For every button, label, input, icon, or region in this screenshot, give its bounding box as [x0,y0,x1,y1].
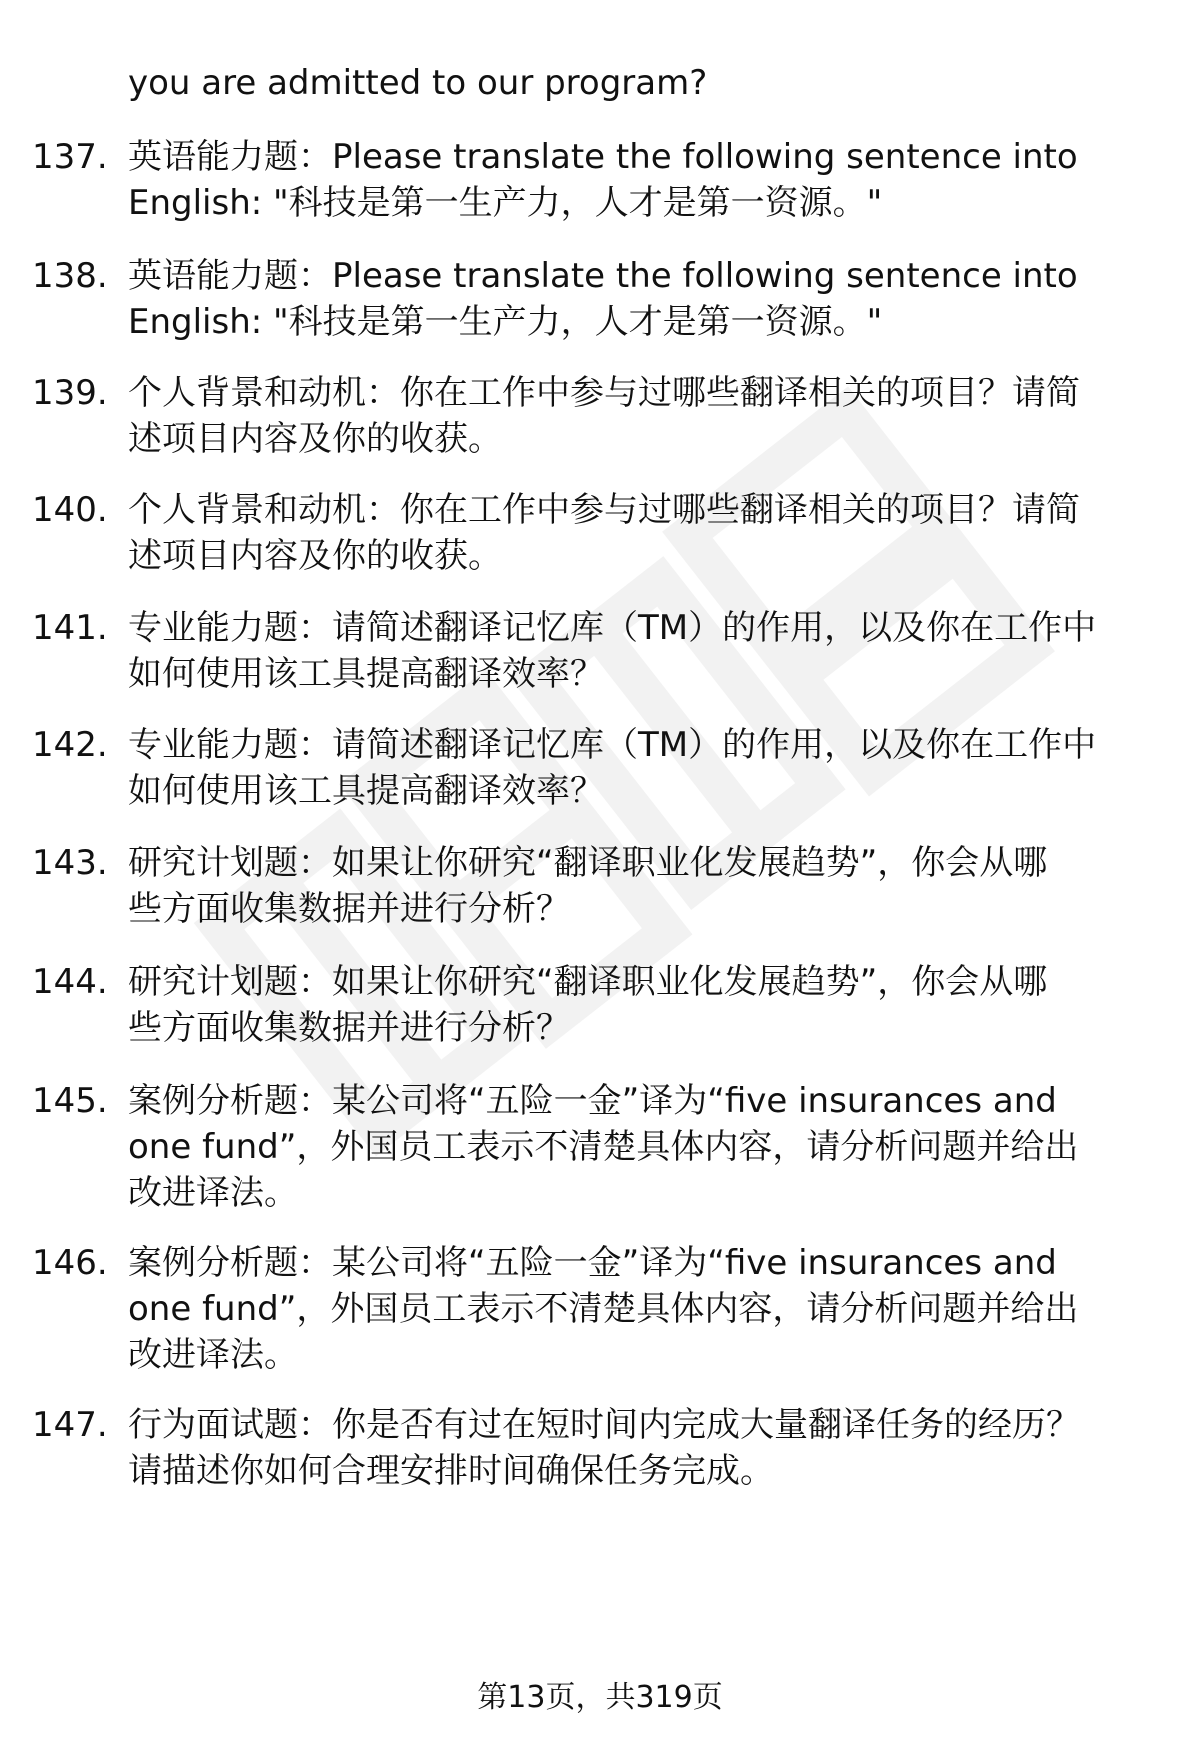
question-text-line: 案例分析题：某公司将“五险一金”译为“five insurances and [128,1081,1057,1121]
question-text-line: 个人背景和动机：你在工作中参与过哪些翻译相关的项目？请简 [128,373,1080,413]
question-text-line: 些方面收集数据并进行分析？ [128,1008,570,1048]
question-text-line: 如何使用该工具提高翻译效率？ [128,654,604,694]
question-number: 143. [32,843,108,883]
question-number: 137. [32,137,108,177]
question-text-line: 专业能力题：请简述翻译记忆库（TM）的作用，以及你在工作中 [128,608,1097,648]
question-number: 146. [32,1243,108,1283]
question-text-line: 些方面收集数据并进行分析？ [128,889,570,929]
question-text-line: 个人背景和动机：你在工作中参与过哪些翻译相关的项目？请简 [128,490,1080,530]
question-text-line: 改进译法。 [128,1335,298,1375]
question-text-line: 如何使用该工具提高翻译效率？ [128,771,604,811]
question-number: 147. [32,1405,108,1445]
continuation-text: you are admitted to our program? [128,63,708,103]
question-text-line: 改进译法。 [128,1173,298,1213]
question-number: 139. [32,373,108,413]
question-text-line: 请描述你如何合理安排时间确保任务完成。 [128,1451,774,1491]
question-text-line: 行为面试题：你是否有过在短时间内完成大量翻译任务的经历？ [128,1405,1080,1445]
question-text-line: 英语能力题：Please translate the following sentence into [128,256,1078,296]
question-text-line: 研究计划题：如果让你研究“翻译职业化发展趋势”，你会从哪 [128,962,1048,1002]
question-text-line: 专业能力题：请简述翻译记忆库（TM）的作用，以及你在工作中 [128,725,1097,765]
page-number-footer: 第13页，共319页 [477,1680,723,1715]
question-number: 141. [32,608,108,648]
question-text-line: one fund”，外国员工表示不清楚具体内容，请分析问题并给出 [128,1127,1079,1167]
question-text-line: one fund”，外国员工表示不清楚具体内容，请分析问题并给出 [128,1289,1079,1329]
question-text-line: English: "科技是第一生产力，人才是第一资源。" [128,302,883,342]
question-number: 142. [32,725,108,765]
question-text-line: 英语能力题：Please translate the following sentence into [128,137,1078,177]
question-text-line: 研究计划题：如果让你研究“翻译职业化发展趋势”，你会从哪 [128,843,1048,883]
question-text-line: 案例分析题：某公司将“五险一金”译为“five insurances and [128,1243,1057,1283]
question-number: 145. [32,1081,108,1121]
question-text-line: English: "科技是第一生产力，人才是第一资源。" [128,183,883,223]
question-number: 138. [32,256,108,296]
question-text-line: 述项目内容及你的收获。 [128,536,502,576]
question-number: 144. [32,962,108,1002]
question-text-line: 述项目内容及你的收获。 [128,419,502,459]
question-number: 140. [32,490,108,530]
